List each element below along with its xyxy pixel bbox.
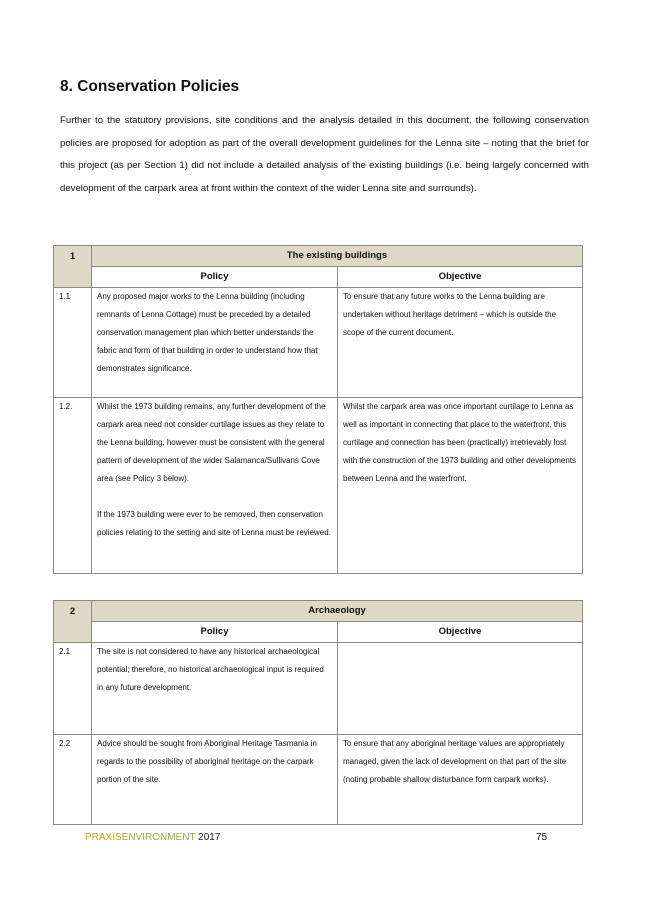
brand-environment: ENVIRONMENT [121, 832, 196, 843]
policy-id: 2.2 [54, 735, 92, 825]
policy-paragraph: Advice should be sought from Aboriginal Heritage Tasmania in regards to the possibility of aboriginal heritage on the carpark portion of the site. [97, 739, 317, 784]
table-number: 1 [54, 246, 92, 288]
policy-id: 1.1 [54, 288, 92, 398]
policy-text [92, 398, 338, 574]
table-title: Archaeology [92, 601, 583, 622]
objective-text: Whilst the carpark area was once important curtilage to Lenna as well as important in connecting that place to the waterfront, this curtilage and connection has been (practically) irretrievably lost with the construction of the 1973 building and other developments between Lenna and the waterfront. [338, 398, 583, 574]
intro-paragraph: Further to the statutory provisions, site conditions and the analysis detailed in this document, the following conservation policies are proposed for adoption as part of the overall development guidelines for the Lenna site – noting that the brief for this project (as per Section 1) did not include a detailed analysis of the existing buildings (i.e. being largely concerned with development of the carpark area at front within the context of the wider Lenna site and surrounds). [60, 115, 589, 194]
table-row [54, 288, 583, 398]
objective-column-header: Objective [338, 622, 583, 643]
policy-paragraph: Any proposed major works to the Lenna building (including remnants of Lenna Cottage) must be preceded by a detailed conservation management plan which better understands the fabric and form of that building in order to understand how that demonstrates significance. [97, 292, 318, 373]
table-title: The existing buildings [92, 246, 583, 267]
objective-text [338, 643, 583, 735]
brand-praxis: PRAXIS [85, 832, 122, 843]
footer-year: 2017 [195, 832, 221, 843]
objective-column-header: Objective [338, 267, 583, 288]
policy-table-existing-buildings [53, 245, 583, 574]
objective-text: To ensure that any aboriginal heritage values are appropriately managed, given the lack of development on that part of the site (noting probable shallow disturbance form carpark works). [338, 735, 583, 825]
policy-paragraph: The site is not considered to have any historical archaeological potential; therefore, no historical archaeological input is required in any future development. [97, 647, 324, 692]
objective-text: To ensure that any future works to the Lenna building are undertaken without heritage detriment – which is outside the scope of the current document. [338, 288, 583, 398]
page-number: 75 [536, 832, 548, 843]
section-heading: 8. Conservation Policies [60, 78, 240, 95]
policy-text [92, 643, 338, 735]
table-row [54, 643, 583, 735]
policy-paragraph: Whilst the 1973 building remains, any further development of the carpark area need not consider curtilage issues as they relate to the Lenna building, however must be consistent with the general pattern of development of the wider Salamanca/Sullivans Cove area (see Policy 3 below). [97, 402, 326, 483]
policy-table-archaeology [53, 600, 583, 825]
table-number: 2 [54, 601, 92, 643]
policy-id: 1.2. [54, 398, 92, 574]
policy-text [92, 735, 338, 825]
footer-brand [85, 832, 220, 843]
policy-column-header: Policy [92, 267, 338, 288]
policy-text [92, 288, 338, 398]
policy-column-header: Policy [92, 622, 338, 643]
policy-paragraph: If the 1973 building were ever to be removed, then conservation policies relating to the setting and site of Lenna must be reviewed. [97, 510, 331, 537]
policy-id: 2.1 [54, 643, 92, 735]
table-row [54, 398, 583, 574]
table-row [54, 735, 583, 825]
